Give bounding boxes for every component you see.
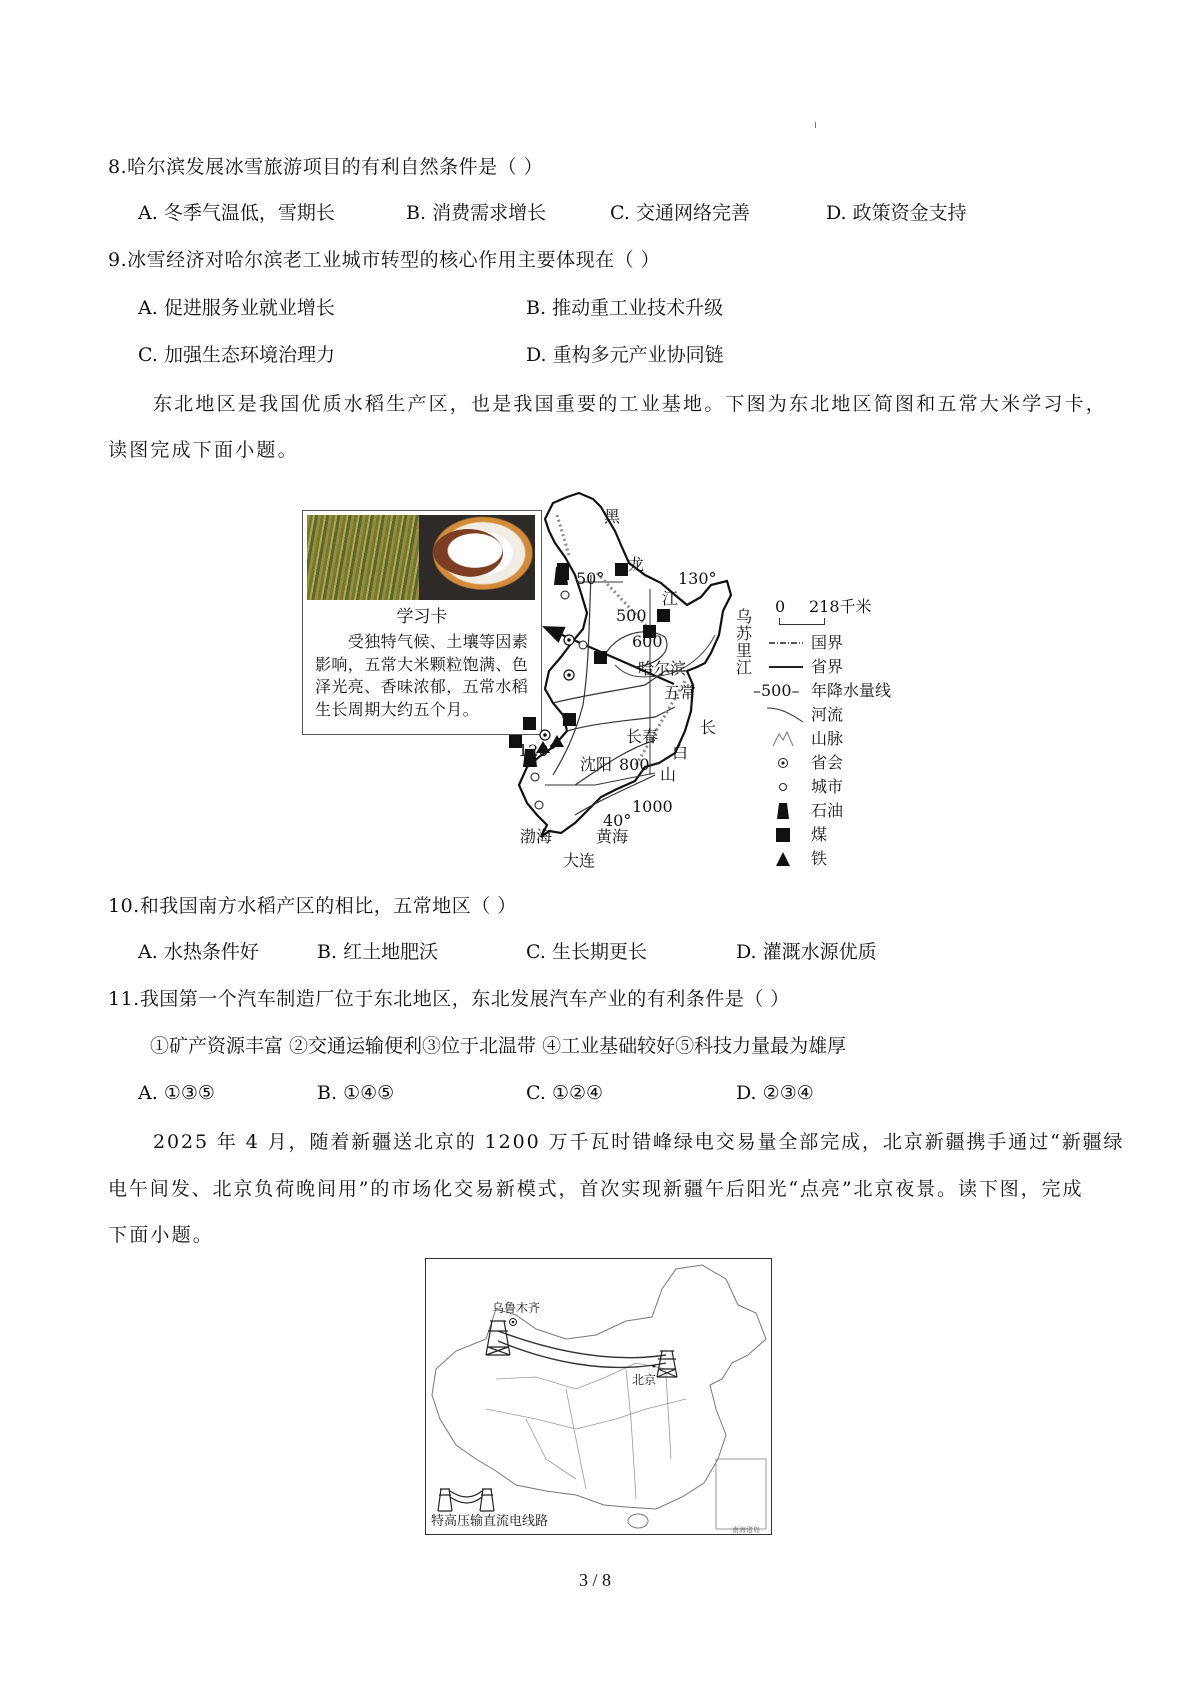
xinjiang-passage-line-2: 电午间发、北京负荷晚间用”的市场化交易新模式，首次实现新疆午后阳光“点亮”北京夜景。读下图，完成 bbox=[108, 1178, 1084, 1200]
label-lat-40: 40° bbox=[603, 811, 632, 830]
label-wuchang: 五常 bbox=[664, 683, 697, 702]
question-10-stem: 10.和我国南方水稻产区的相比，五常地区（ ） bbox=[108, 895, 517, 917]
question-9-option-a[interactable]: A. 促进服务业就业增长 bbox=[138, 297, 335, 319]
legend-national-border: 国界 bbox=[765, 632, 905, 654]
learning-card-body: 受独特气候、土壤等因素影响，五常大米颗粒饱满、色泽光亮、香味浓郁，五常水稻生长周期大约五个月。 bbox=[315, 632, 529, 719]
question-10-option-b[interactable]: B. 红土地肥沃 bbox=[317, 941, 439, 963]
provincial-capital-icon bbox=[765, 752, 805, 774]
question-10-option-c[interactable]: C. 生长期更长 bbox=[526, 941, 647, 963]
question-11-option-c[interactable]: C. ①②④ bbox=[526, 1082, 604, 1104]
question-11-statements: ①矿产资源丰富 ②交通运输便利③位于北温带 ④工业基础较好⑤科技力量最为雄厚 bbox=[150, 1035, 847, 1057]
question-8-option-b[interactable]: B. 消费需求增长 bbox=[406, 202, 547, 224]
question-9-stem: 9.冰雪经济对哈尔滨老工业城市转型的核心作用主要体现在（ ） bbox=[108, 249, 661, 271]
label-yellow-sea: 黄海 bbox=[596, 827, 629, 846]
city-icon bbox=[765, 776, 805, 798]
question-9-option-d[interactable]: D. 重构多元产业协同链 bbox=[526, 344, 724, 366]
label-changbai-bai: 白 bbox=[672, 743, 689, 762]
label-heilongjiang-long: 龙 bbox=[628, 555, 645, 574]
label-changbai-mountains: 长 bbox=[700, 718, 717, 737]
label-lon-130: 130° bbox=[678, 569, 717, 588]
label-isohyet-600: 600 bbox=[632, 632, 663, 651]
question-10-option-a[interactable]: A. 水热条件好 bbox=[138, 941, 259, 963]
label-harbin: 哈尔滨 bbox=[638, 659, 687, 678]
legend-mountain: 山脉 bbox=[765, 728, 905, 750]
rice-field-photo bbox=[307, 515, 419, 600]
question-11-option-d[interactable]: D. ②③④ bbox=[736, 1082, 814, 1104]
label-urumqi: 乌鲁木齐 bbox=[492, 1301, 541, 1315]
question-11-stem: 11.我国第一个汽车制造厂位于东北地区，东北发展汽车产业的有利条件是（ ） bbox=[108, 988, 790, 1010]
river-line-icon bbox=[765, 704, 805, 726]
national-border-line-icon bbox=[765, 632, 805, 654]
question-8-option-a[interactable]: A. 冬季气温低，雪期长 bbox=[138, 202, 335, 224]
china-outline-map bbox=[426, 1259, 771, 1534]
label-isohyet-800: 800 bbox=[619, 755, 650, 774]
legend-isohyet: –500– 年降水量线 bbox=[753, 681, 892, 700]
isohyet-line-icon: –500– bbox=[753, 681, 800, 700]
legend-provincial-border: 省界 bbox=[765, 656, 905, 678]
label-heilongjiang-jiang: 江 bbox=[662, 589, 679, 608]
iron-icon bbox=[765, 848, 805, 870]
transmission-tower-icon bbox=[657, 1351, 677, 1377]
legend-oil: 石油 bbox=[765, 800, 905, 822]
label-shenyang: 沈阳 bbox=[580, 755, 613, 774]
mountain-icon bbox=[765, 728, 805, 750]
page-number: 3 / 8 bbox=[578, 1570, 611, 1590]
legend-iron: 铁 bbox=[765, 848, 905, 870]
learning-card-title: 学习卡 bbox=[396, 607, 448, 627]
stray-mark bbox=[815, 122, 816, 128]
legend-river: 河流 bbox=[765, 704, 905, 726]
question-9-option-b[interactable]: B. 推动重工业技术升级 bbox=[526, 297, 724, 319]
xinjiang-passage-line-1: 2025 年 4 月，随着新疆送北京的 1200 万千瓦时错峰绿电交易量全部完成，北京新疆携手通过“新疆绿 bbox=[153, 1131, 1125, 1153]
question-8-option-d[interactable]: D. 政策资金支持 bbox=[826, 202, 967, 224]
question-8-stem: 8.哈尔滨发展冰雪旅游项目的有利自然条件是（ ） bbox=[108, 156, 544, 178]
label-wusuli-river: 乌 苏 里 江 bbox=[736, 607, 753, 677]
label-south-sea-islands: 南海诸岛 bbox=[732, 1526, 760, 1534]
question-9-option-c[interactable]: C. 加强生态环境治理力 bbox=[138, 344, 335, 366]
question-8-option-c[interactable]: C. 交通网络完善 bbox=[610, 202, 750, 224]
legend-provincial-capital: 省会 bbox=[765, 752, 905, 774]
legend-coal: 煤 bbox=[765, 824, 905, 846]
label-bohai-sea: 渤海 bbox=[520, 827, 553, 846]
label-changchun: 长春 bbox=[626, 727, 659, 746]
northeast-passage-line-1: 东北地区是我国优质水稻生产区，也是我国重要的工业基地。下图为东北地区简图和五常大米学习卡， bbox=[153, 393, 1108, 415]
coal-icon bbox=[765, 824, 805, 846]
northeast-passage-line-2: 读图完成下面小题。 bbox=[108, 439, 299, 461]
legend-city: 城市 bbox=[765, 776, 905, 798]
label-lat-50: 50° bbox=[576, 569, 605, 588]
northeast-china-map bbox=[505, 485, 775, 885]
provincial-border-line-icon bbox=[765, 656, 805, 678]
label-lon-120: 120° bbox=[518, 741, 557, 760]
label-changbai-shan: 山 bbox=[660, 765, 677, 784]
uhv-line-legend-label: 特高压输直流电线路 bbox=[431, 1514, 549, 1529]
oil-icon bbox=[765, 800, 805, 822]
question-11-option-a[interactable]: A. ①③⑤ bbox=[138, 1082, 215, 1104]
label-beijing: 北京 bbox=[632, 1373, 657, 1387]
label-isohyet-1000: 1000 bbox=[632, 797, 673, 816]
label-isohyet-500: 500 bbox=[616, 606, 647, 625]
label-dalian: 大连 bbox=[563, 851, 596, 870]
xinjiang-passage-line-3: 下面小题。 bbox=[108, 1224, 215, 1246]
question-11-option-b[interactable]: B. ①④⑤ bbox=[317, 1082, 395, 1104]
transmission-tower-icon bbox=[486, 1321, 510, 1355]
china-uhv-map bbox=[425, 1258, 772, 1535]
label-heilongjiang-hei: 黑 bbox=[604, 507, 621, 526]
question-10-option-d[interactable]: D. 灌溉水源优质 bbox=[736, 941, 877, 963]
